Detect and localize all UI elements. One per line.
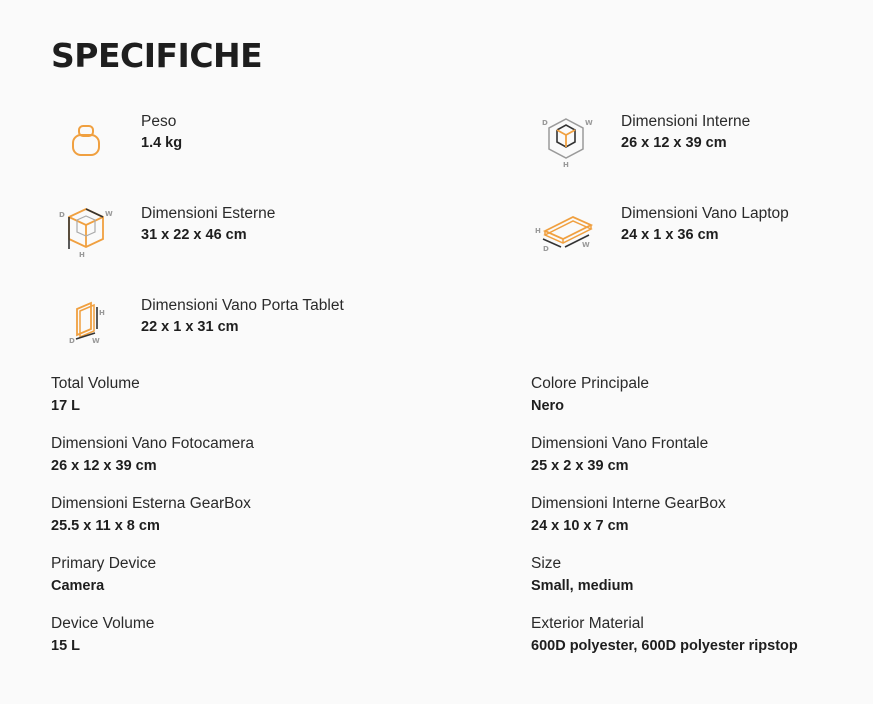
attr-label: Size [531,555,562,572]
attr-label: Colore Principale [531,375,650,392]
page-title: SPECIFICHE [51,36,263,75]
attr-value: 24 x 10 x 7 cm [531,518,629,534]
attr-value: 600D polyester, 600D polyester ripstop [531,638,798,654]
height-letter: H [99,309,105,317]
height-letter: H [563,161,569,169]
attr-value: Camera [51,578,105,594]
attr-value: Small, medium [531,578,634,594]
attr-value: Nero [531,398,565,414]
attr-label: Dimensioni Vano Fotocamera [51,435,255,452]
spec-value: 26 x 12 x 39 cm [621,135,727,151]
attr-value: 25 x 2 x 39 cm [531,458,629,474]
attr-label: Total Volume [51,375,140,392]
attr-total-volume [51,375,381,414]
spec-label: Dimensioni Vano Porta Tablet [141,297,344,314]
external-dimensions-icon [51,205,121,265]
attr-label: Exterior Material [531,615,644,632]
spec-value: 31 x 22 x 46 cm [141,227,247,243]
attr-value: 25.5 x 11 x 8 cm [51,518,160,534]
attr-exterior-material [531,615,861,654]
attr-label: Dimensioni Interne GearBox [531,495,726,512]
spec-label: Peso [141,113,177,130]
attr-gearbox-external [51,495,381,534]
attr-size [531,555,861,594]
width-letter: W [585,119,593,127]
attr-value: 15 L [51,638,81,654]
depth-letter: D [59,211,65,219]
attr-value: 17 L [51,398,81,414]
width-letter: W [582,241,590,249]
attr-device-volume [51,615,381,654]
spec-value: 1.4 kg [141,135,183,151]
depth-letter: D [69,337,75,345]
attr-label: Dimensioni Esterna GearBox [51,495,251,512]
depth-letter: D [543,245,549,253]
attr-main-color [531,375,861,414]
width-letter: W [92,337,100,345]
weight-icon [51,113,121,173]
spec-value: 24 x 1 x 36 cm [621,227,719,243]
attr-label: Device Volume [51,615,155,632]
spec-label: Dimensioni Esterne [141,205,276,222]
tablet-compartment-icon [51,297,121,357]
attr-value: 26 x 12 x 39 cm [51,458,157,474]
internal-dimensions-icon [531,113,601,173]
laptop-compartment-icon [531,205,601,265]
attr-label: Primary Device [51,555,157,572]
spec-label: Dimensioni Vano Laptop [621,205,789,222]
attr-primary-device [51,555,381,594]
attr-front-compartment [531,435,861,474]
height-letter: H [535,227,541,235]
depth-letter: D [542,119,548,127]
height-letter: H [79,251,85,259]
attr-label: Dimensioni Vano Frontale [531,435,709,452]
attr-camera-compartment [51,435,381,474]
attr-gearbox-internal [531,495,861,534]
spec-value: 22 x 1 x 31 cm [141,319,239,335]
width-letter: W [105,210,113,218]
spec-label: Dimensioni Interne [621,113,751,130]
